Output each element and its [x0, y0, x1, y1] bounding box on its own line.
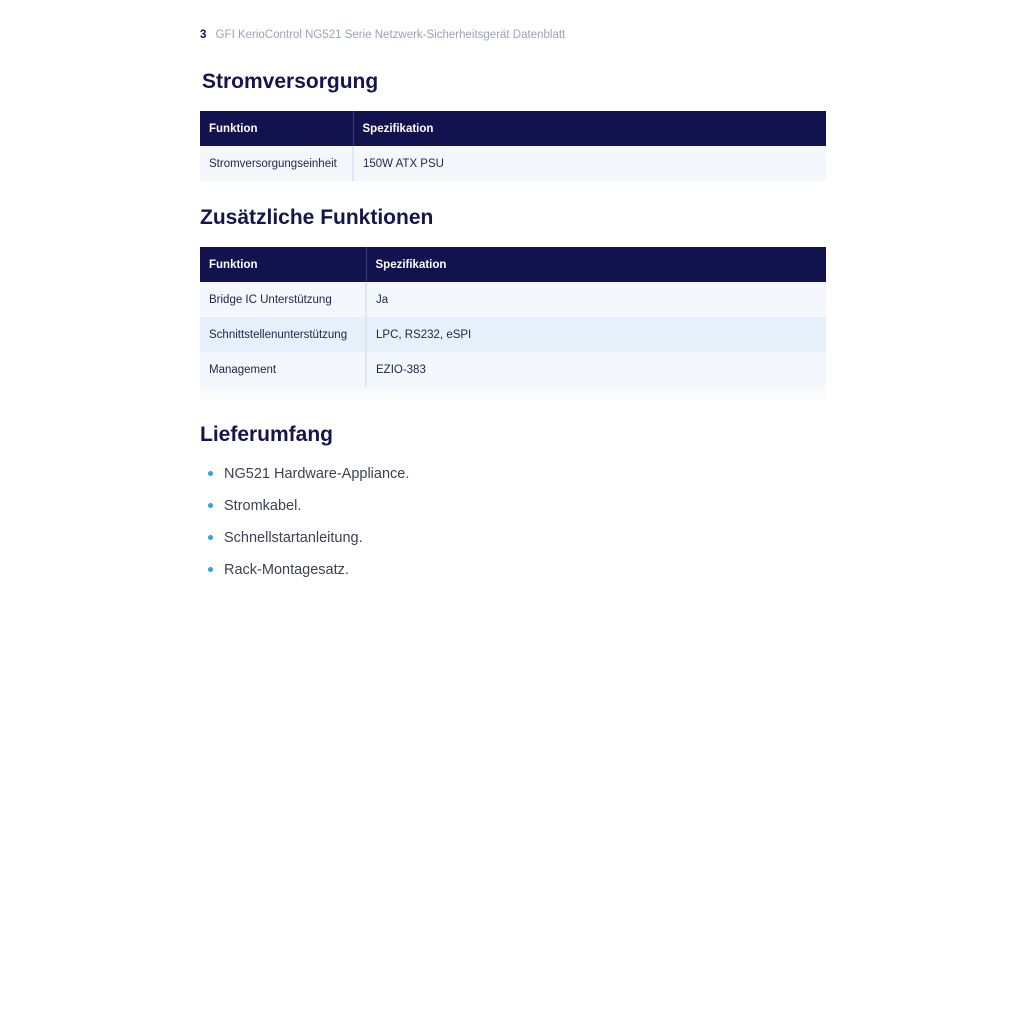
list-item-text: Rack-Montagesatz.: [224, 562, 349, 578]
table-shadow: [200, 387, 826, 403]
table-cell-function: Management: [200, 352, 366, 387]
column-header-specification: Spezifikation: [375, 258, 447, 271]
list-item: [208, 562, 409, 594]
table-header-row: [200, 111, 826, 146]
list-item-text: Stromkabel.: [224, 498, 302, 514]
section-heading-power: Stromversorgung: [202, 70, 379, 93]
column-header-function: Funktion: [200, 247, 366, 282]
power-table: [200, 111, 826, 181]
table-row: [200, 146, 826, 181]
table-header-row: [200, 247, 826, 282]
table-cell-function: Schnittstellenunterstützung: [200, 317, 366, 352]
table-cell-specification: 150W ATX PSU: [363, 157, 444, 170]
section-heading-additional: Zusätzliche Funktionen: [200, 206, 434, 229]
page-header: [200, 29, 565, 41]
bullet-icon: [208, 535, 213, 540]
document-title: GFI KerioControl NG521 Serie Netzwerk-Sicherheitsgerät Datenblatt: [215, 29, 566, 41]
bullet-icon: [208, 567, 213, 572]
list-item-text: NG521 Hardware-Appliance.: [224, 466, 410, 482]
table-cell-specification: Ja: [376, 293, 389, 306]
bullet-icon: [208, 503, 213, 508]
table-row: [200, 317, 826, 352]
table-row: [200, 282, 826, 317]
table-cell-function: Stromversorgungseinheit: [200, 146, 353, 181]
table-row: [200, 352, 826, 387]
table-cell-function: Bridge IC Unterstützung: [200, 282, 366, 317]
list-item: [208, 498, 409, 530]
list-item-text: Schnellstartanleitung.: [224, 530, 363, 546]
page-number: 3: [200, 29, 207, 41]
additional-features-table: [200, 247, 826, 387]
column-header-specification: Spezifikation: [362, 122, 434, 135]
list-item: [208, 530, 409, 562]
bullet-icon: [208, 471, 213, 476]
column-header-function: Funktion: [200, 111, 353, 146]
delivery-list: [208, 466, 409, 594]
list-item: [208, 466, 409, 498]
section-heading-delivery: Lieferumfang: [200, 423, 334, 446]
table-cell-specification: EZIO-383: [376, 363, 426, 376]
table-cell-specification: LPC, RS232, eSPI: [376, 328, 472, 341]
